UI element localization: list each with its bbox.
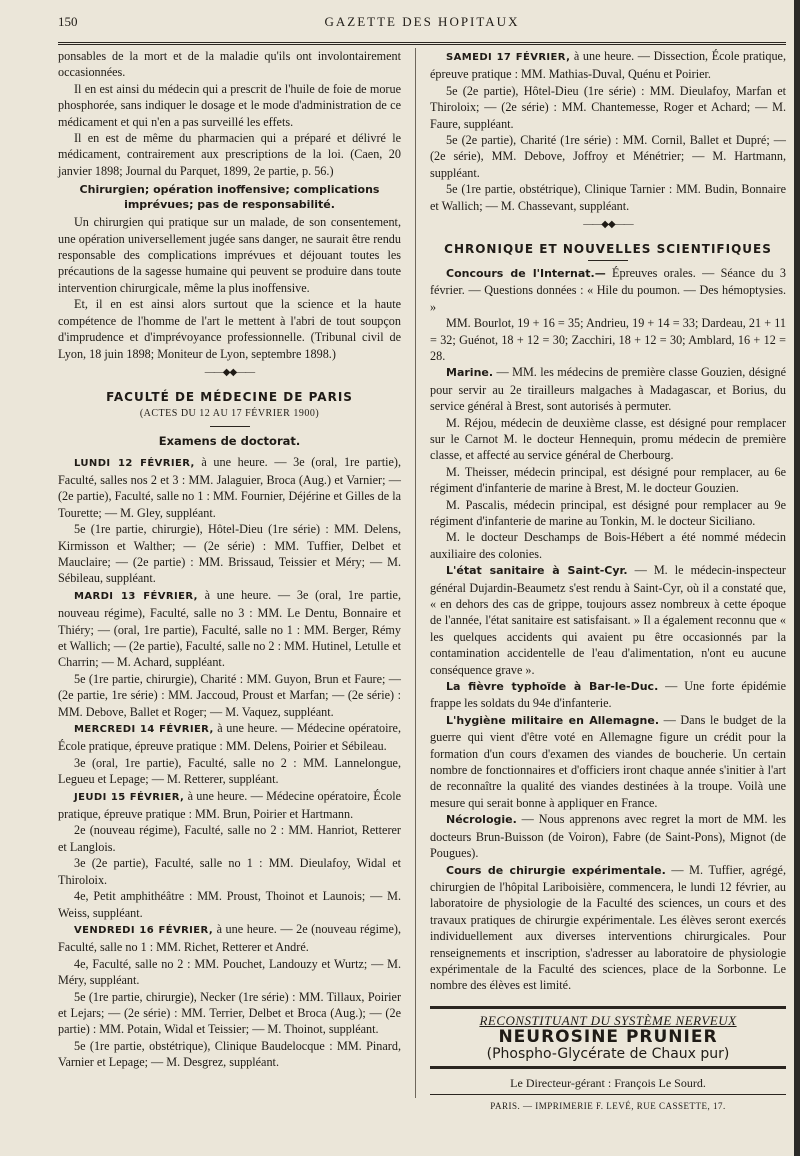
day-label: LUNDI 12 FÉVRIER, [74,457,195,469]
paragraph: 5e (1re partie, chirurgie), Necker (1re série) : MM. Tillaux, Poirier et Lejars; — (2e série) : MM. Terrier, Delbet et Broca (Aug.); — (2e partie) : MM. Potain, Widal et Teissier; — M. Thoinot, suppléant. [58,989,401,1037]
paragraph: Un chirurgien qui pratique sur un malade, de son consentement, une opération universellement jugée sans danger, ne saurait être rendu responsable des complications imprévues et déjouant toutes les précautions de la sagesse humaine qui peuvent se produire dans toute intervention chirurgicale, même la plus inoffensive. [58,215,401,295]
short-rule [588,260,628,261]
paragraph: M. Theisser, médecin principal, est désigné pour remplacer, au 6e régiment d'infanterie de marine à Brest, M. le docteur Gouzien. [430,464,786,496]
day-label: JEUDI 15 FÉVRIER, [74,791,185,803]
item-heading: Cours de chirurgie expérimentale. [446,863,666,877]
paragraph: MM. Bourlot, 19 + 16 = 35; Andrieu, 19 + 14 = 33; Dardeau, 21 + 11 = 32; Guénot, 18 + 12 = 30; Zacchiri, 18 + 12 = 30; Amblard, 16 + 12 = 28. [430,316,786,363]
director-credit: Le Directeur-gérant : François Le Sourd. [430,1075,786,1095]
ornament-divider: ——◆◆—— [204,366,255,378]
paragraph: 5e (2e partie), Charité (1re série) : MM. Cornil, Ballet et Dupré; — (2e série), MM. Debove, Joffroy et Ménétrier; — M. Hartmann, suppléant. [430,133,786,180]
day-entry: LUNDI 12 FÉVRIER, à une heure. — 3e (oral, 1re partie), Faculté, salles nos 2 et 3 : MM. Jalaguier, Broca (Aug.) et Varnier; — (2e partie), Faculté, salle no 1 : MM. Fournier, Déjérine et Gilles de la Tourette; — M. Gley, suppléant. [58,454,402,520]
faculte-title: FACULTÉ DE MÉDECINE DE PARIS [106,390,353,405]
paragraph: 3e (2e partie), Faculté, salle no 1 : MM. Dieulafoy, Widal et Thiroloix. [58,856,401,887]
news-item: L'état sanitaire à Saint-Cyr. — M. le médecin-inspecteur général Dujardin-Beaumetz s'est rendu à Saint-Cyr, où il a constaté que, « en dehors des cas de grippe, toujours assez nombreux à cette époque de l'année, l'état sanitaire est satisfaisant. » Il a également reconnu que « les quelques accidents qui avaient pu être occasionnés par la contamination accidentelle de l'eau d'alimentation, n'ont eu aucune conséquence grave ». [430,563,786,677]
header-rule [58,42,786,45]
day-entry: MERCREDI 14 FÉVRIER, à une heure. — Médecine opératoire, École pratique, épreuve pratique : MM. Delens, Poirier et Sébileau. [58,721,401,754]
paragraph: 5e (1re partie, chirurgie), Hôtel-Dieu (1re série) : MM. Delens, Kirmisson et Walther; — (2e série) : MM. Tuffier, Delbet et Mauclaire; — (2e partie) : MM. Brissaud, Teissier et Méry; — M. Sébileau, suppléant. [58,522,401,586]
day-label: VENDREDI 16 FÉVRIER, [74,924,214,936]
news-item: Marine. — MM. les médecins de première classe Gouzien, désigné pour servir au 2e tirailleurs malgaches à Madagascar, et Borius, du service général à Brest, sont autorisés à permuter. [430,365,786,414]
ad-product: NEUROSINE PRUNIER [498,1027,718,1048]
paragraph: M. le docteur Deschamps de Bois-Hébert a été nommé médecin auxiliaire des colonies. [430,530,786,561]
examens-heading: Examens de doctorat. [158,434,301,449]
day-entry: MARDI 13 FÉVRIER, à une heure. — 3e (oral, 1re partie, nouveau régime), Faculté, salle no 3 : MM. Le Dentu, Bonnaire et Thiéry; — (oral, 1re partie), Faculté, salle no 1 : MM. Berger, Rémy et Wallich; — (2e partie), Faculté, salle no 2 : MM. Hutinel, Letulle et Charrin; — M. Achard, suppléant. [58,587,401,670]
paragraph: 5e (1re partie, obstétrique), Clinique Tarnier : MM. Budin, Bonnaire et Wallich; — M. Chassevant, suppléant. [430,182,786,213]
paragraph: Et, il en est ainsi alors surtout que la science et la haute compétence de l'homme de l'art le mettent à l'abri de tout soupçon d'imprudence et d'imprévoyance professionnelle. (Tribunal civil de Lyon, 18 juin 1898; Moniteur de Lyon, septembre 1898.) [58,297,401,361]
news-item: Cours de chirurgie expérimentale. — M. Tuffier, agrégé, chirurgien de l'hôpital Lariboisière, commencera, le lundi 12 février, au laboratoire de physiologie de la Faculté des sciences, un cours et des travaux pratiques de chirurgie expérimentale. Les élèves seront exercés individuellement aux diverses interventions chirurgicales. Pour renseignements et inscription, s'adresser au laboratoire de physiologie expérimentale de la Faculté des sciences, place de la Sorbonne. Le nombre des élèves est limité. [430,862,787,993]
news-item: La fièvre typhoïde à Bar-le-Duc. — Une forte épidémie frappe les soldats du 94e d'infanterie. [430,679,786,711]
item-heading: La fièvre typhoïde à Bar-le-Duc. [446,680,659,694]
paragraph: Il en est de même du pharmacien qui a préparé et délivré le médicament, contrairement aux prescriptions de la loi. (Caen, 20 janvier 1898; Journal du Parquet, 1899, 2e partie, p. 56.) [58,131,401,178]
paragraph: 2e (nouveau régime), Faculté, salle no 2 : MM. Hanriot, Retterer et Langlois. [58,823,401,854]
faculte-subtitle: (ACTES DU 12 AU 17 FÉVRIER 1900) [139,407,320,419]
day-label: SAMEDI 17 FÉVRIER, [446,52,571,63]
day-entry: SAMEDI 17 FÉVRIER, à une heure. — Dissection, École pratique, épreuve pratique : MM. Mathias-Duval, Quénu et Poirier. [430,49,787,82]
page-edge [794,0,800,1156]
day-label: MERCREDI 14 FÉVRIER, [74,724,214,736]
chronique-title: CHRONIQUE ET NOUVELLES SCIENTIFIQUES [444,242,772,257]
paragraph: 5e (2e partie), Hôtel-Dieu (1re série) : MM. Dieulafoy, Marfan et Thiroloix; — (2e série) : MM. Chantemesse, Roger et Achard; — M. Faure, suppléant. [430,83,786,131]
short-rule [210,426,250,427]
ad-tagline: RECONSTITUANT DU SYSTÈME NERVEUX [479,1012,737,1028]
journal-title: GAZETTE DES HOPITAUX [324,14,520,29]
advertisement [430,1006,786,1069]
item-heading: L'état sanitaire à Saint-Cyr. [446,564,628,578]
paragraph: 4e, Faculté, salle no 2 : MM. Pouchet, Landouzy et Wurtz; — M. Méry, suppléant. [58,956,401,988]
day-entry: VENDREDI 16 FÉVRIER, à une heure. — 2e (nouveau régime), Faculté, salle no 1 : MM. Richet, Retterer et André. [58,921,402,955]
section-heading: Chirurgien; opération inoffensive; complications imprévues; pas de responsabilité. [79,183,380,212]
paragraph: 5e (1re partie, obstétrique), Clinique Baudelocque : MM. Pinard, Varnier et Lepage; — M. Desgrez, suppléant. [58,1038,401,1070]
item-heading: Nécrologie. [446,813,517,827]
page-number: 150 [58,14,78,29]
news-item: Concours de l'Internat.— Épreuves orales. — Séance du 3 février. — Questions données : « Hile du poumon. — Des hémoptysies. » [430,265,786,314]
paragraph: Il en est ainsi du médecin qui a prescrit de l'huile de foie de morue phosphorée, sans indiquer le dosage et le mode d'administration de ce médicament et qui n'en a pas surveillé les effets. [58,81,401,129]
item-heading: Marine. [446,366,494,380]
ornament-divider: ——◆◆—— [583,219,633,231]
item-heading: L'hygiène militaire en Allemagne. [446,713,660,727]
day-entry: JEUDI 15 FÉVRIER, à une heure. — Médecine opératoire, École pratique, épreuve pratique : MM. Brun, Poirier et Hartmann. [58,788,402,822]
column-divider [415,48,416,1098]
paragraph: 5e (1re partie, chirurgie), Charité : MM. Guyon, Brun et Faure; — (2e partie, 1re série) : MM. Jaccoud, Proust et Marfan; — (2e série) : MM. Debove, Ballet et Roger; — M. Vaquez, suppléant. [58,671,401,719]
paragraph: ponsables de la mort et de la maladie qu'ils ont involontairement occasionnées. [58,49,401,80]
right-column [430,48,786,1115]
item-heading: Concours de l'Internat.— [446,266,606,280]
day-label: MARDI 13 FÉVRIER, [74,590,198,602]
printer-credit: PARIS. — IMPRIMERIE F. LEVÉ, RUE CASSETTE, 17. [490,1101,726,1112]
news-item: Nécrologie. — Nous apprenons avec regret la mort de MM. les docteurs Brun-Buisson (de Voiron), Fabre (de Saint-Pons), Mignot (de Pougues). [430,812,786,861]
ad-description: (Phospho-Glycérate de Chaux pur) [486,1045,730,1062]
paragraph: 3e (oral, 1re partie), Faculté, salle no 2 : MM. Lannelongue, Legueu et Lepage; — M. Retterer, suppléant. [58,755,401,787]
page-header [58,14,786,36]
news-item: L'hygiène militaire en Allemagne. — Dans le budget de la guerre qui vient d'être voté en Allemagne figure un crédit pour la formation d'un cours d'examen des viandes de boucherie. Un certain nombre de fonctionnaires et d'officiers iront chaque année s'initier à l'art de reconnaître la qualité des viandes destinées à la troupe. Voilà une mesure qui serait bonne à appliquer en France. [430,712,787,810]
paragraph: 4e, Petit amphithéâtre : MM. Proust, Thoinot et Launois; — M. Weiss, suppléant. [58,889,401,920]
paragraph: M. Pascalis, médecin principal, est désigné pour remplacer au 9e régiment d'infanterie de marine au Tonkin, M. le docteur Siciliano. [430,497,786,528]
left-column [58,48,401,1071]
paragraph: M. Réjou, médecin de deuxième classe, est désigné pour remplacer sur le Carnot M. le docteur Hennequin, promu médecin de première classe, et affecté au service général de Cherbourg. [430,415,786,463]
